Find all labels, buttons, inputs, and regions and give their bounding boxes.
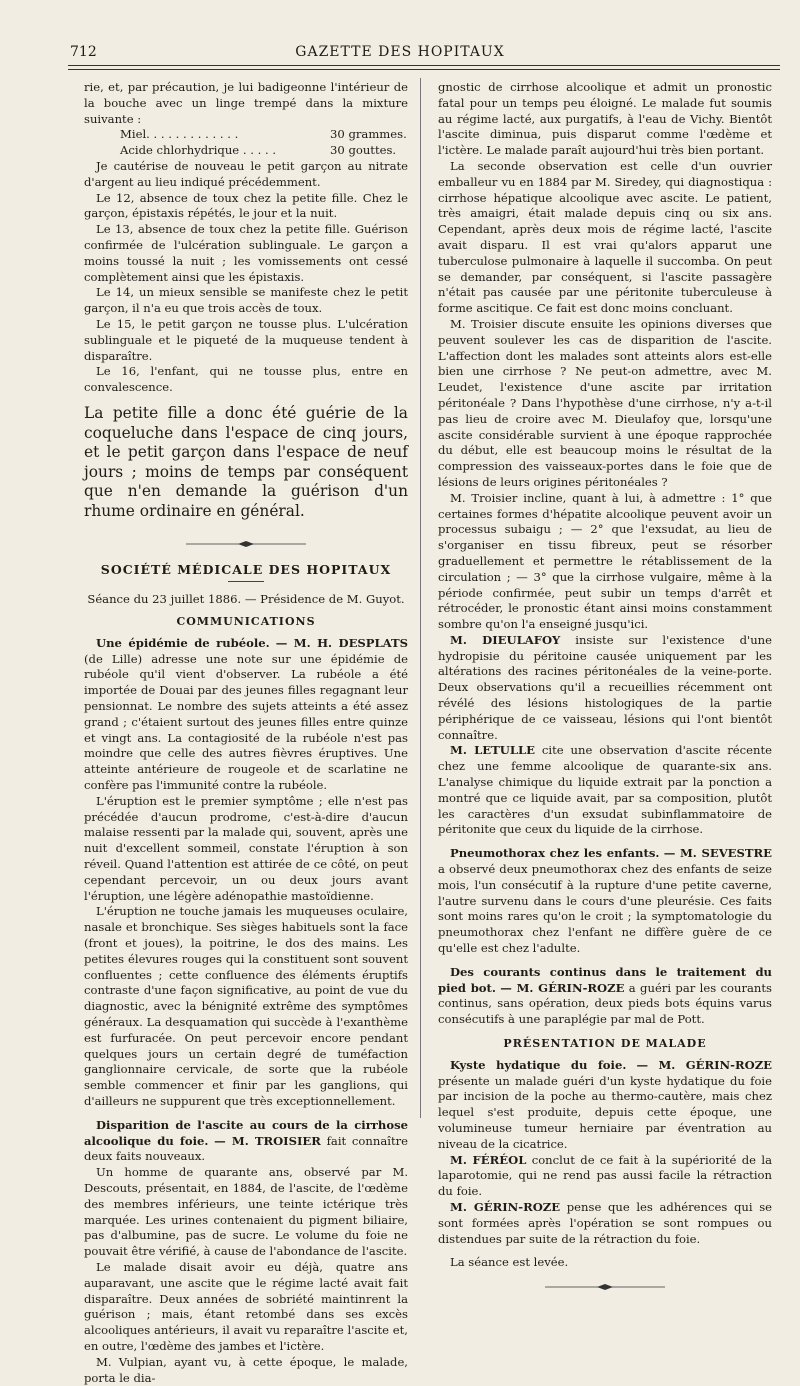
closing-line: La séance est levée. bbox=[450, 1255, 569, 1270]
article-paragraph bbox=[84, 636, 408, 794]
paragraph: M. Troisier discute ensuite les opinions diverses que peuvent soulever les cas de disparition de l'ascite. L'affection dont les malades sont atteints alors est-elle bien une cirrhose ? Ne peut-on admettre, avec M. Leudet, l'existence d'une ascite par irritation péritonéale ? Dans l'hypothèse d'une cirrhose, n'y a-t-il pas lieu de croire avec M. Dieulafoy que, lorsqu'une ascite considérable survient à une époque rapprochée du début, elle est beaucoup moins le résultat de la compression des vaisseaux-portes dans le foie que de lésions de leurs origines péritonéales ? bbox=[438, 316, 772, 489]
section-title: SOCIÉTÉ MÉDICALE DES HOPITAUX bbox=[100, 561, 392, 577]
article-text: a guéri par les courants continus, sans opération, deux pieds bots équins varus consécutifs à une paraplégie par mal de Pott. bbox=[438, 980, 772, 1027]
short-rule bbox=[228, 581, 264, 582]
conclusion-paragraph: La petite fille a donc été guérie de la coqueluche dans l'espace de cinq jours, et le petit garçon dans l'espace de neuf jours ; moins de temps par conséquent que n'en demande la guérison d'un rhume ordinaire en général. bbox=[84, 403, 408, 520]
paragraph: Le 15, le petit garçon ne tousse plus. L'ulcération sublinguale et le piqueté de la muqueuse tendent à disparaître. bbox=[84, 316, 408, 363]
recipe bbox=[84, 127, 408, 159]
author-name: — M. GÉRIN-ROZE bbox=[636, 1057, 772, 1072]
paragraph: Un homme de quarante ans, observé par M. Descouts, présentait, en 1884, de l'ascite, de l'œdème des membres inférieurs, une teinte ictérique très marquée. Les urines contenaient du pigment biliaire, pas d'albumine, pas de sucre. Le volume du foie ne pouvait être vérifié, à cause de l'abondance de l'ascite. bbox=[84, 1165, 408, 1259]
paragraph: Le 13, absence de toux chez la petite fille. Guérison confirmée de l'ulcération sublinguale. Le garçon a moins toussé la nuit ; les vomissements ont cessé complètement ainsi que les épistaxis. bbox=[84, 222, 408, 284]
recipe-line bbox=[84, 143, 408, 159]
paragraph: Le malade disait avoir eu déjà, quatre ans auparavant, une ascite que le régime lacté avait fait disparaître. Deux années de sobriété maintinrent la guérison ; mais, étant retombé dans ses excès alcooliques antérieurs, il avait vu reparaître l'ascite et, en outre, l'œdème des jambes et l'ictère. bbox=[84, 1259, 408, 1353]
article-text: (de Lille) adresse une note sur une épidémie de rubéole qu'il vient d'observer. La rubéole a été importée de Douai par des jeunes filles regagnant leur pensionnat. Le nombre des sujets atteints a été assez grand ; c'étaient surtout des jeunes filles entre quinze et vingt ans. La contagiosité de la rubéole n'est pas moindre que celle des autres fièvres éruptives. Une atteinte antérieure de rougeole et de scarlatine ne confère pas l'immunité contre la rubéole. bbox=[84, 651, 408, 793]
paragraph: Le 14, un mieux sensible se manifeste chez le petit garçon, il n'a eu que trois accès de toux. bbox=[84, 285, 408, 316]
article-heading: Kyste hydatique du foie. bbox=[450, 1057, 627, 1072]
paragraph: M. Troisier incline, quant à lui, à admettre : 1° que certaines formes d'hépatite alcoolique peuvent avoir un processus subaigu ; — 2° que l'exsudat, au lieu de s'organiser en tissu fibreux, peut se résorber graduellement et permettre le rétablissement de la circulation ; — 3° que la cirrhose vulgaire, même à la période confirmée, peut subir un temps d'arrêt et rétrocéder, le pronostic étant ainsi moins constamment sombre qu'on l'a enseigné jusqu'ici. bbox=[438, 490, 772, 632]
article-paragraph bbox=[438, 846, 772, 957]
session-line: Séance du 23 juillet 1886. — Présidence de M. Guyot. bbox=[87, 592, 405, 607]
article-text: a observé deux pneumothorax chez des enfants de seize mois, l'un consécutif à la rupture d'une petite caverne, l'autre survenu dans le cours d'une pleurésie. Ces faits sont moins rares qu'on le croit ; la symptomatologie du pneumothorax chez l'enfant ne diffère guère de ce qu'elle est chez l'adulte. bbox=[438, 862, 772, 956]
paragraph-text: pense que les adhérences qui se sont formées après l'opération se sont rompues ou distendues par suite de la rétraction du foie. bbox=[438, 1199, 772, 1246]
recipe-ingredient: Miel. . . . . . . . . . . . . bbox=[120, 127, 239, 142]
paragraph: Le 16, l'enfant, qui ne tousse plus, entre en convalescence. bbox=[84, 364, 408, 395]
end-separator bbox=[545, 1283, 665, 1291]
author-name: M. GÉRIN-ROZE bbox=[450, 1199, 561, 1214]
header-rule-thick bbox=[68, 65, 780, 66]
paragraph: Le 12, absence de toux chez la petite fille. Chez le garçon, épistaxis répétés, le jour et la nuit. bbox=[84, 190, 408, 221]
article-heading: Pneumothorax chez les enfants. bbox=[450, 846, 660, 861]
paragraph: L'éruption est le premier symptôme ; elle n'est pas précédée d'aucun prodrome, c'est-à-dire d'aucun malaise ressenti par la malade qui, souvent, après une nuit d'excellent sommeil, constate l'éruption à son réveil. Quand l'attention est attirée de ce côté, on peut cependant percevoir, un ou deux jours avant l'éruption, une légère adénopathie mastoïdienne. bbox=[84, 793, 408, 903]
article-heading: Des courants continus dans le traitement du pied bot. bbox=[438, 964, 772, 995]
paragraph-text: cite une observation d'ascite récente chez une femme alcoolique de quarante-six ans. L'analyse chimique du liquide extrait par la ponction a montré que ce liquide avait, par sa composition, plutôt les caractères d'un exsudat subinflammatoire de péritonite que ceux du liquide de la cirrhose. bbox=[438, 743, 772, 837]
subsection-title: PRÉSENTATION DE MALADE bbox=[503, 1037, 707, 1051]
left-column bbox=[84, 80, 408, 1386]
article-text: fait connaître deux faits nouveaux. bbox=[84, 1133, 409, 1164]
article-paragraph bbox=[438, 965, 772, 1028]
page-number: 712 bbox=[70, 44, 97, 60]
paragraph bbox=[438, 633, 772, 744]
subsection-title: COMMUNICATIONS bbox=[176, 615, 316, 629]
author-name: — M. SEVESTRE bbox=[663, 846, 772, 861]
paragraph bbox=[438, 1153, 772, 1200]
paragraph: M. Vulpian, ayant vu, à cette époque, le malade, porta le dia- bbox=[84, 1354, 408, 1385]
paragraph-text: conclut de ce fait à la supériorité de la laparotomie, qui ne rend pas aussi facile la rétraction du foie. bbox=[438, 1152, 773, 1199]
paragraph: L'éruption ne touche jamais les muqueuses oculaire, nasale et bronchique. Ses sièges habituels sont la face (front et joues), la poitrine, le dos des mains. Les petites élevures rouges qui la constituent sont souvent confluentes ; cette confluence des éléments éruptifs contraste d'une façon significative, au point de vue du diagnostic, avec la bénignité extrême des symptômes généraux. La desquamation qui succède à l'exanthème est furfuracée. On peut percevoir encore pendant quelques jours un certain degré de tuméfaction ganglionnaire cervicale, de sorte que la rubéole semble commencer et finir par les ganglions, qui d'ailleurs ne suppurent que très exceptionnellement. bbox=[84, 904, 408, 1108]
recipe-ingredient: Acide chlorhydrique . . . . . bbox=[120, 143, 277, 158]
author-name: M. LETULLE bbox=[450, 743, 535, 758]
author-name: — M. TROISIER bbox=[214, 1133, 321, 1148]
recipe-quantity: 30 grammes. bbox=[330, 127, 407, 142]
recipe-line bbox=[84, 127, 408, 143]
header-rule-thin bbox=[68, 69, 780, 70]
author-name: — M. H. DESPLATS bbox=[275, 635, 409, 650]
recipe-quantity: 30 gouttes. bbox=[330, 143, 397, 158]
article-heading: Une épidémie de rubéole. bbox=[96, 635, 270, 650]
paragraph: Je cautérise de nouveau le petit garçon au nitrate d'argent au lieu indiqué précédemment. bbox=[84, 158, 408, 189]
article-text: présente un malade guéri d'un kyste hydatique du foie par incision de la poche au thermo-cautère, mais chez lequel s'est produite, depuis cette époque, une volumineuse tumeur herniaire par éventration au niveau de la cicatrice. bbox=[438, 1073, 772, 1151]
paragraph: rie, et, par précaution, je lui badigeonne l'intérieur de la bouche avec un linge trempé dans la mixture suivante : bbox=[84, 80, 408, 126]
column-divider bbox=[420, 78, 421, 1118]
paragraph bbox=[438, 1200, 772, 1247]
paragraph: gnostic de cirrhose alcoolique et admit un pronostic fatal pour un temps peu éloigné. Le malade fut soumis au régime lacté, aux purgatifs, à l'eau de Vichy. Bientôt l'ascite diminua, puis disparut comme l'œdème et l'ictère. Le malade paraît aujourd'hui très bien portant. bbox=[438, 80, 772, 158]
section-separator bbox=[186, 540, 306, 548]
right-column bbox=[438, 80, 772, 1291]
author-name: M. DIEULAFOY bbox=[450, 632, 561, 647]
page-header bbox=[0, 0, 800, 75]
paragraph-text: insiste sur l'existence d'une hydropisie du péritoine causée uniquement par les altérations des racines péritonéales de la veine-porte. Deux observations qu'il a recueillies récemment ont révélé des lésions histologiques de la partie périphérique de ce vaisseau, lésions qui l'ont bientôt connaître. bbox=[438, 632, 772, 742]
paragraph: La seconde observation est celle d'un ouvrier emballeur vu en 1884 par M. Siredey, qui diagnostiqua : cirrhose hépatique alcoolique avec ascite. Le patient, très amaigri, était malade depuis cinq ou six ans. Cependant, après deux mois de régime lacté, l'ascite avait disparu. Il est vrai qu'alors apparut une tuberculose pulmonaire à laquelle il succomba. On peut se demander, par conséquent, si l'ascite passagère n'était pas causée par une péritonite tuberculeuse à forme ascitique. Ce fait est donc moins concluant. bbox=[438, 158, 772, 316]
article-heading: Disparition de l'ascite au cours de la cirrhose alcoolique du foie. bbox=[84, 1117, 408, 1148]
article-paragraph bbox=[84, 1118, 408, 1165]
paragraph bbox=[438, 743, 772, 838]
running-title: GAZETTE DES HOPITAUX bbox=[295, 44, 505, 60]
author-name: — M. GÉRIN-ROZE bbox=[500, 980, 625, 995]
author-name: M. FÉRÉOL bbox=[450, 1152, 527, 1167]
article-paragraph bbox=[438, 1058, 772, 1153]
